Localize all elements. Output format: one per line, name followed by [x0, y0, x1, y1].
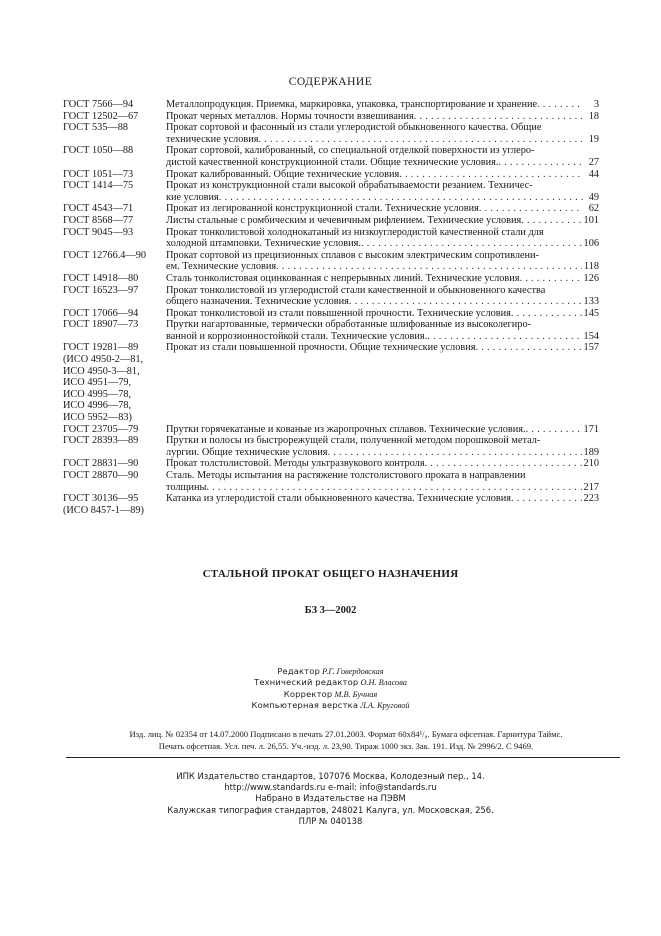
- toc-entry-body: [166, 285, 599, 308]
- toc-entry-line: [166, 285, 599, 297]
- toc-entry-code: ГОСТ 17066—94: [63, 307, 139, 319]
- toc-page-number: 49: [588, 191, 599, 203]
- toc-page-number: 101: [583, 214, 599, 226]
- toc-page-number: 106: [583, 238, 599, 250]
- toc-entry-text: ванной и коррозионностойкой стали. Технические условия.: [166, 330, 428, 342]
- toc-entry-code: ГОСТ 1414—75: [63, 180, 134, 192]
- toc-leader-dots: [520, 273, 582, 285]
- toc-entry-line: [166, 482, 599, 494]
- imprint-block: [66, 729, 626, 752]
- toc-entry-text: дистой качественной конструкционной стали. Общие технические условия.: [166, 156, 499, 168]
- credit-role: Технический редактор: [254, 677, 359, 688]
- toc-entry-line: [166, 157, 599, 169]
- toc-entry-text: Прокат из конструкционной стали высокой обрабатываемости резанием. Техничес-: [166, 180, 533, 192]
- toc-entry-code: ГОСТ 7566—94: [63, 99, 134, 110]
- toc-page-number: 157: [583, 342, 599, 354]
- toc-entry-body: [166, 273, 599, 285]
- toc-leader-dots: [521, 215, 581, 227]
- publisher-block: [0, 771, 661, 827]
- toc-entry-line: [166, 145, 599, 157]
- toc-entry-code: ГОСТ 8568—77: [63, 214, 134, 226]
- toc-entry-text: Катанка из углеродистой стали обыкновенного качества. Технические условия: [166, 493, 512, 505]
- toc-leader-dots: [479, 203, 583, 215]
- toc-entry-code: ГОСТ 16523—97: [63, 284, 139, 296]
- toc-entry: [63, 458, 599, 470]
- toc-entry-text: Прокат из легированной конструкционной стали. Технические условия: [166, 203, 479, 215]
- toc-entry-text: общего назначения. Технические условия: [166, 296, 349, 308]
- toc-entry-text: лургии. Общие технические условия: [166, 446, 328, 458]
- toc-entry-line: [166, 169, 599, 181]
- toc-entry-text: Прокат сортовой, калиброванный, со специальной отделкой поверхности из углеро-: [166, 145, 535, 157]
- toc-entry-line: [166, 331, 599, 343]
- toc-entry-code: ГОСТ 18907—73: [63, 319, 139, 331]
- toc-entry-line: [166, 261, 599, 273]
- toc-page-number: 189: [583, 446, 599, 458]
- toc-page-number: 19: [588, 133, 599, 145]
- credit-person: М.В. Бучная: [334, 689, 378, 699]
- toc-page-number: 133: [583, 296, 599, 308]
- toc-entry: [63, 342, 599, 423]
- toc-entry-code: ГОСТ 14918—80: [63, 272, 139, 284]
- toc-entry: [63, 180, 599, 203]
- toc-entry: [63, 169, 599, 181]
- credit-role: Редактор: [277, 666, 321, 676]
- toc-entry-code: ГОСТ 1051—73: [63, 168, 134, 180]
- toc-page-number: 62: [588, 203, 599, 215]
- credits-block: [0, 666, 661, 712]
- divider-rule: [66, 757, 620, 758]
- toc-entry-text: ем. Технические условия: [166, 261, 277, 273]
- toc-entry-code: ГОСТ 12766.4—90: [63, 249, 147, 261]
- toc-entry-text: кие условия: [166, 191, 219, 203]
- toc-page-number: 3: [593, 99, 599, 110]
- toc-entry-body: [166, 145, 599, 168]
- toc-entry-body: [166, 458, 599, 470]
- toc-entry-line: [166, 122, 599, 134]
- toc-entry-code: ГОСТ 535—88: [63, 122, 129, 134]
- toc-page-number: 145: [583, 307, 599, 319]
- toc-entry-body: [166, 111, 599, 123]
- toc-entry-line: [166, 447, 599, 459]
- toc-leader-dots: [399, 169, 583, 181]
- toc-entry-text: Прокат сортовой и фасонный из стали углеродистой обыкновенного качества. Общие: [166, 122, 542, 134]
- publisher-line: http://www.standards.ru e-mail: info@standards.ru: [224, 782, 437, 793]
- toc-entry: [63, 99, 599, 111]
- toc-entry-code: ГОСТ 28831—90: [63, 458, 139, 470]
- toc-entry: [63, 493, 599, 516]
- toc-entry-text: Металлопродукция. Приемка, маркировка, упаковка, транспортирование и хранение: [166, 99, 538, 110]
- toc-entry: [63, 145, 599, 168]
- toc-entry-line: [166, 203, 599, 215]
- toc-entry-text: Прокат тонколистовой из углеродистой стали качественной и обыкновенного качества: [166, 284, 546, 296]
- toc-entry-line: [166, 180, 599, 192]
- toc-entry-line: [166, 296, 599, 308]
- toc-entry-body: [166, 169, 599, 181]
- toc-entry-text: Прутки нагартованные, термически обработанные шлифованные из высоколегиро-: [166, 319, 532, 331]
- toc-entry: [63, 319, 599, 342]
- toc-entry-body: [166, 470, 599, 493]
- toc-entry-body: [166, 180, 599, 203]
- toc-entry-text: Прокат тонколистовой холоднокатаный из низкоуглеродистой качественной стали для: [166, 226, 544, 238]
- imprint-line: Изд. лиц. № 02354 от 14.07.2000 Подписано в печать 27.01.2003. Формат 60x84¹/₈. Бумага офсетная. Гарнитура Таймс.: [129, 729, 563, 739]
- toc-entry-text: толщины: [166, 481, 207, 493]
- toc-entry-line: [166, 238, 599, 250]
- toc-entry: [63, 227, 599, 250]
- toc-entry-line: [166, 215, 599, 227]
- toc-page-number: 171: [583, 423, 599, 435]
- toc-entry: [63, 203, 599, 215]
- toc-entry: [63, 111, 599, 123]
- toc-leader-dots: [537, 99, 583, 111]
- toc-entry-body: [166, 99, 599, 111]
- toc-entry-body: [166, 342, 599, 354]
- toc-page-number: 154: [583, 330, 599, 342]
- toc-entry-line: [166, 470, 599, 482]
- toc-entry-line: [166, 424, 599, 436]
- toc-entry-text: Сталь тонколистовая оцинкованная с непрерывных линий. Технические условия: [166, 272, 520, 284]
- toc-leader-dots: [328, 447, 582, 459]
- toc-entry-text: Прокат тонколистовой из стали повышенной прочности. Технические условия: [166, 307, 511, 319]
- toc-entry-text: Прокат толстолистовой. Методы ультразвукового контроля: [166, 458, 425, 470]
- credit-person: О.Н. Власова: [360, 678, 407, 688]
- toc-entry-line: [166, 250, 599, 262]
- publisher-line: ПЛР № 040138: [298, 815, 363, 826]
- toc-entry-line: [166, 192, 599, 204]
- credit-role: Компьютерная верстка: [251, 700, 359, 711]
- toc-entry-text: технические условия: [166, 133, 259, 145]
- credit-role: Корректор: [283, 688, 333, 699]
- toc-leader-dots: [425, 458, 582, 470]
- table-of-contents: [63, 99, 599, 516]
- toc-leader-dots: [349, 296, 582, 308]
- credit-person: Л.А. Круговой: [360, 701, 410, 711]
- toc-title: СОДЕРЖАНИЕ: [288, 76, 373, 88]
- toc-page-number: 27: [588, 156, 599, 168]
- toc-entry-text: Прокат калиброванный. Общие технические условия: [166, 168, 400, 180]
- toc-entry-body: [166, 435, 599, 458]
- toc-leader-dots: [414, 111, 583, 123]
- toc-entry: [63, 308, 599, 320]
- toc-entry-code: ГОСТ 28393—89: [63, 435, 139, 447]
- toc-leader-dots: [276, 261, 582, 273]
- toc-entry-code: ГОСТ 19281—89 (ИСО 4950-2—81, ИСО 4950-3—81, ИСО 4951—79, ИСО 4995—78, ИСО 4996—78, ИСО 5952—83): [63, 342, 144, 424]
- toc-entry-line: [166, 458, 599, 470]
- toc-entry-line: [166, 342, 599, 354]
- toc-entry-line: [166, 227, 599, 239]
- publisher-line: Калужская типография стандартов, 248021 Калуга, ул. Московская, 256.: [167, 804, 494, 815]
- toc-page-number: 210: [583, 458, 599, 470]
- toc-entry-text: Прутки и полосы из быстрорежущей стали, полученной методом порошковой метал-: [166, 435, 541, 447]
- toc-leader-dots: [427, 331, 581, 343]
- toc-entry-body: [166, 250, 599, 273]
- toc-entry-code: ГОСТ 28870—90: [63, 470, 139, 481]
- toc-entry: [63, 470, 599, 493]
- toc-page-number: 118: [583, 261, 599, 273]
- toc-entry-body: [166, 227, 599, 250]
- imprint-line: Печать офсетная. Усл. печ. л. 26,55. Уч.-изд. л. 23,90. Тираж 1000 экз. Зак. 191. Изд. № 2996/2. С 9469.: [158, 740, 534, 751]
- book-series: БЗ 3—2002: [304, 605, 357, 616]
- toc-entry: [63, 273, 599, 285]
- book-title: СТАЛЬНОЙ ПРОКАТ ОБЩЕГО НАЗНАЧЕНИЯ: [202, 568, 459, 580]
- toc-entry-text: Прокат сортовой из прецизионных сплавов с высоким электрическим сопротивлени-: [166, 249, 539, 261]
- toc-leader-dots: [475, 342, 581, 354]
- toc-entry-body: [166, 319, 599, 342]
- toc-page-number: 18: [588, 110, 599, 122]
- credit-person: Р.Г. Говердовская: [322, 667, 384, 676]
- toc-entry-code: ГОСТ 1050—88: [63, 145, 134, 157]
- toc-leader-dots: [511, 308, 582, 320]
- toc-entry-body: [166, 424, 599, 436]
- toc-entry-code: ГОСТ 30136—95 (ИСО 8457-1—89): [63, 493, 144, 516]
- toc-entry-code: ГОСТ 4543—71: [63, 203, 134, 215]
- credit-line: [0, 677, 661, 688]
- publisher-line: ИПК Издательство стандартов, 107076 Москва, Колодезный пер., 14.: [176, 771, 485, 781]
- toc-entry-line: [166, 134, 599, 146]
- toc-entry: [63, 215, 599, 227]
- toc-entry-line: [166, 273, 599, 285]
- toc-entry-text: Листы стальные с ромбическим и чечевичным рифлением. Технические условия: [166, 214, 522, 226]
- toc-entry-body: [166, 203, 599, 215]
- toc-entry-body: [166, 493, 599, 505]
- toc-entry-code: ГОСТ 23705—79: [63, 423, 139, 435]
- toc-entry-text: холодной штамповки. Технические условия.: [166, 238, 361, 250]
- toc-page-number: 217: [583, 481, 599, 493]
- toc-entry-body: [166, 308, 599, 320]
- credit-line: [0, 689, 661, 700]
- toc-leader-dots: [258, 134, 583, 146]
- toc-leader-dots: [498, 157, 583, 169]
- publisher-line: Набрано в Издательстве на ПЭВМ: [255, 793, 406, 804]
- toc-entry: [63, 435, 599, 458]
- toc-entry-line: [166, 111, 599, 123]
- toc-entry-text: Прокат черных металлов. Нормы точности взвешивания: [166, 110, 414, 122]
- toc-leader-dots: [219, 192, 583, 204]
- toc-entry-line: [166, 493, 599, 505]
- toc-entry-line: [166, 435, 599, 447]
- toc-leader-dots: [526, 424, 582, 436]
- toc-entry-body: [166, 215, 599, 227]
- toc-page-number: 126: [583, 272, 599, 284]
- toc-leader-dots: [206, 482, 581, 494]
- toc-entry-text: Прутки горячекатаные и кованые из жаропрочных сплавов. Технические условия.: [166, 423, 526, 435]
- toc-entry-body: [166, 122, 599, 145]
- toc-leader-dots: [511, 493, 582, 505]
- toc-entry-line: [166, 319, 599, 331]
- credit-line: [0, 666, 661, 677]
- toc-entry-code: ГОСТ 9045—93: [63, 226, 134, 238]
- toc-entry: [63, 285, 599, 308]
- credit-line: [0, 700, 661, 711]
- toc-page-number: 44: [588, 168, 599, 180]
- toc-entry-line: [166, 99, 599, 111]
- toc-leader-dots: [361, 238, 582, 250]
- toc-entry-code: ГОСТ 12502—67: [63, 110, 139, 122]
- toc-entry: [63, 122, 599, 145]
- toc-entry-line: [166, 308, 599, 320]
- toc-entry-text: Сталь. Методы испытания на растяжение толстолистового проката в направлении: [166, 470, 526, 481]
- toc-entry: [63, 424, 599, 436]
- toc-page-number: 223: [583, 493, 599, 505]
- toc-entry-text: Прокат из стали повышенной прочности. Общие технические условия: [166, 342, 476, 354]
- toc-entry: [63, 250, 599, 273]
